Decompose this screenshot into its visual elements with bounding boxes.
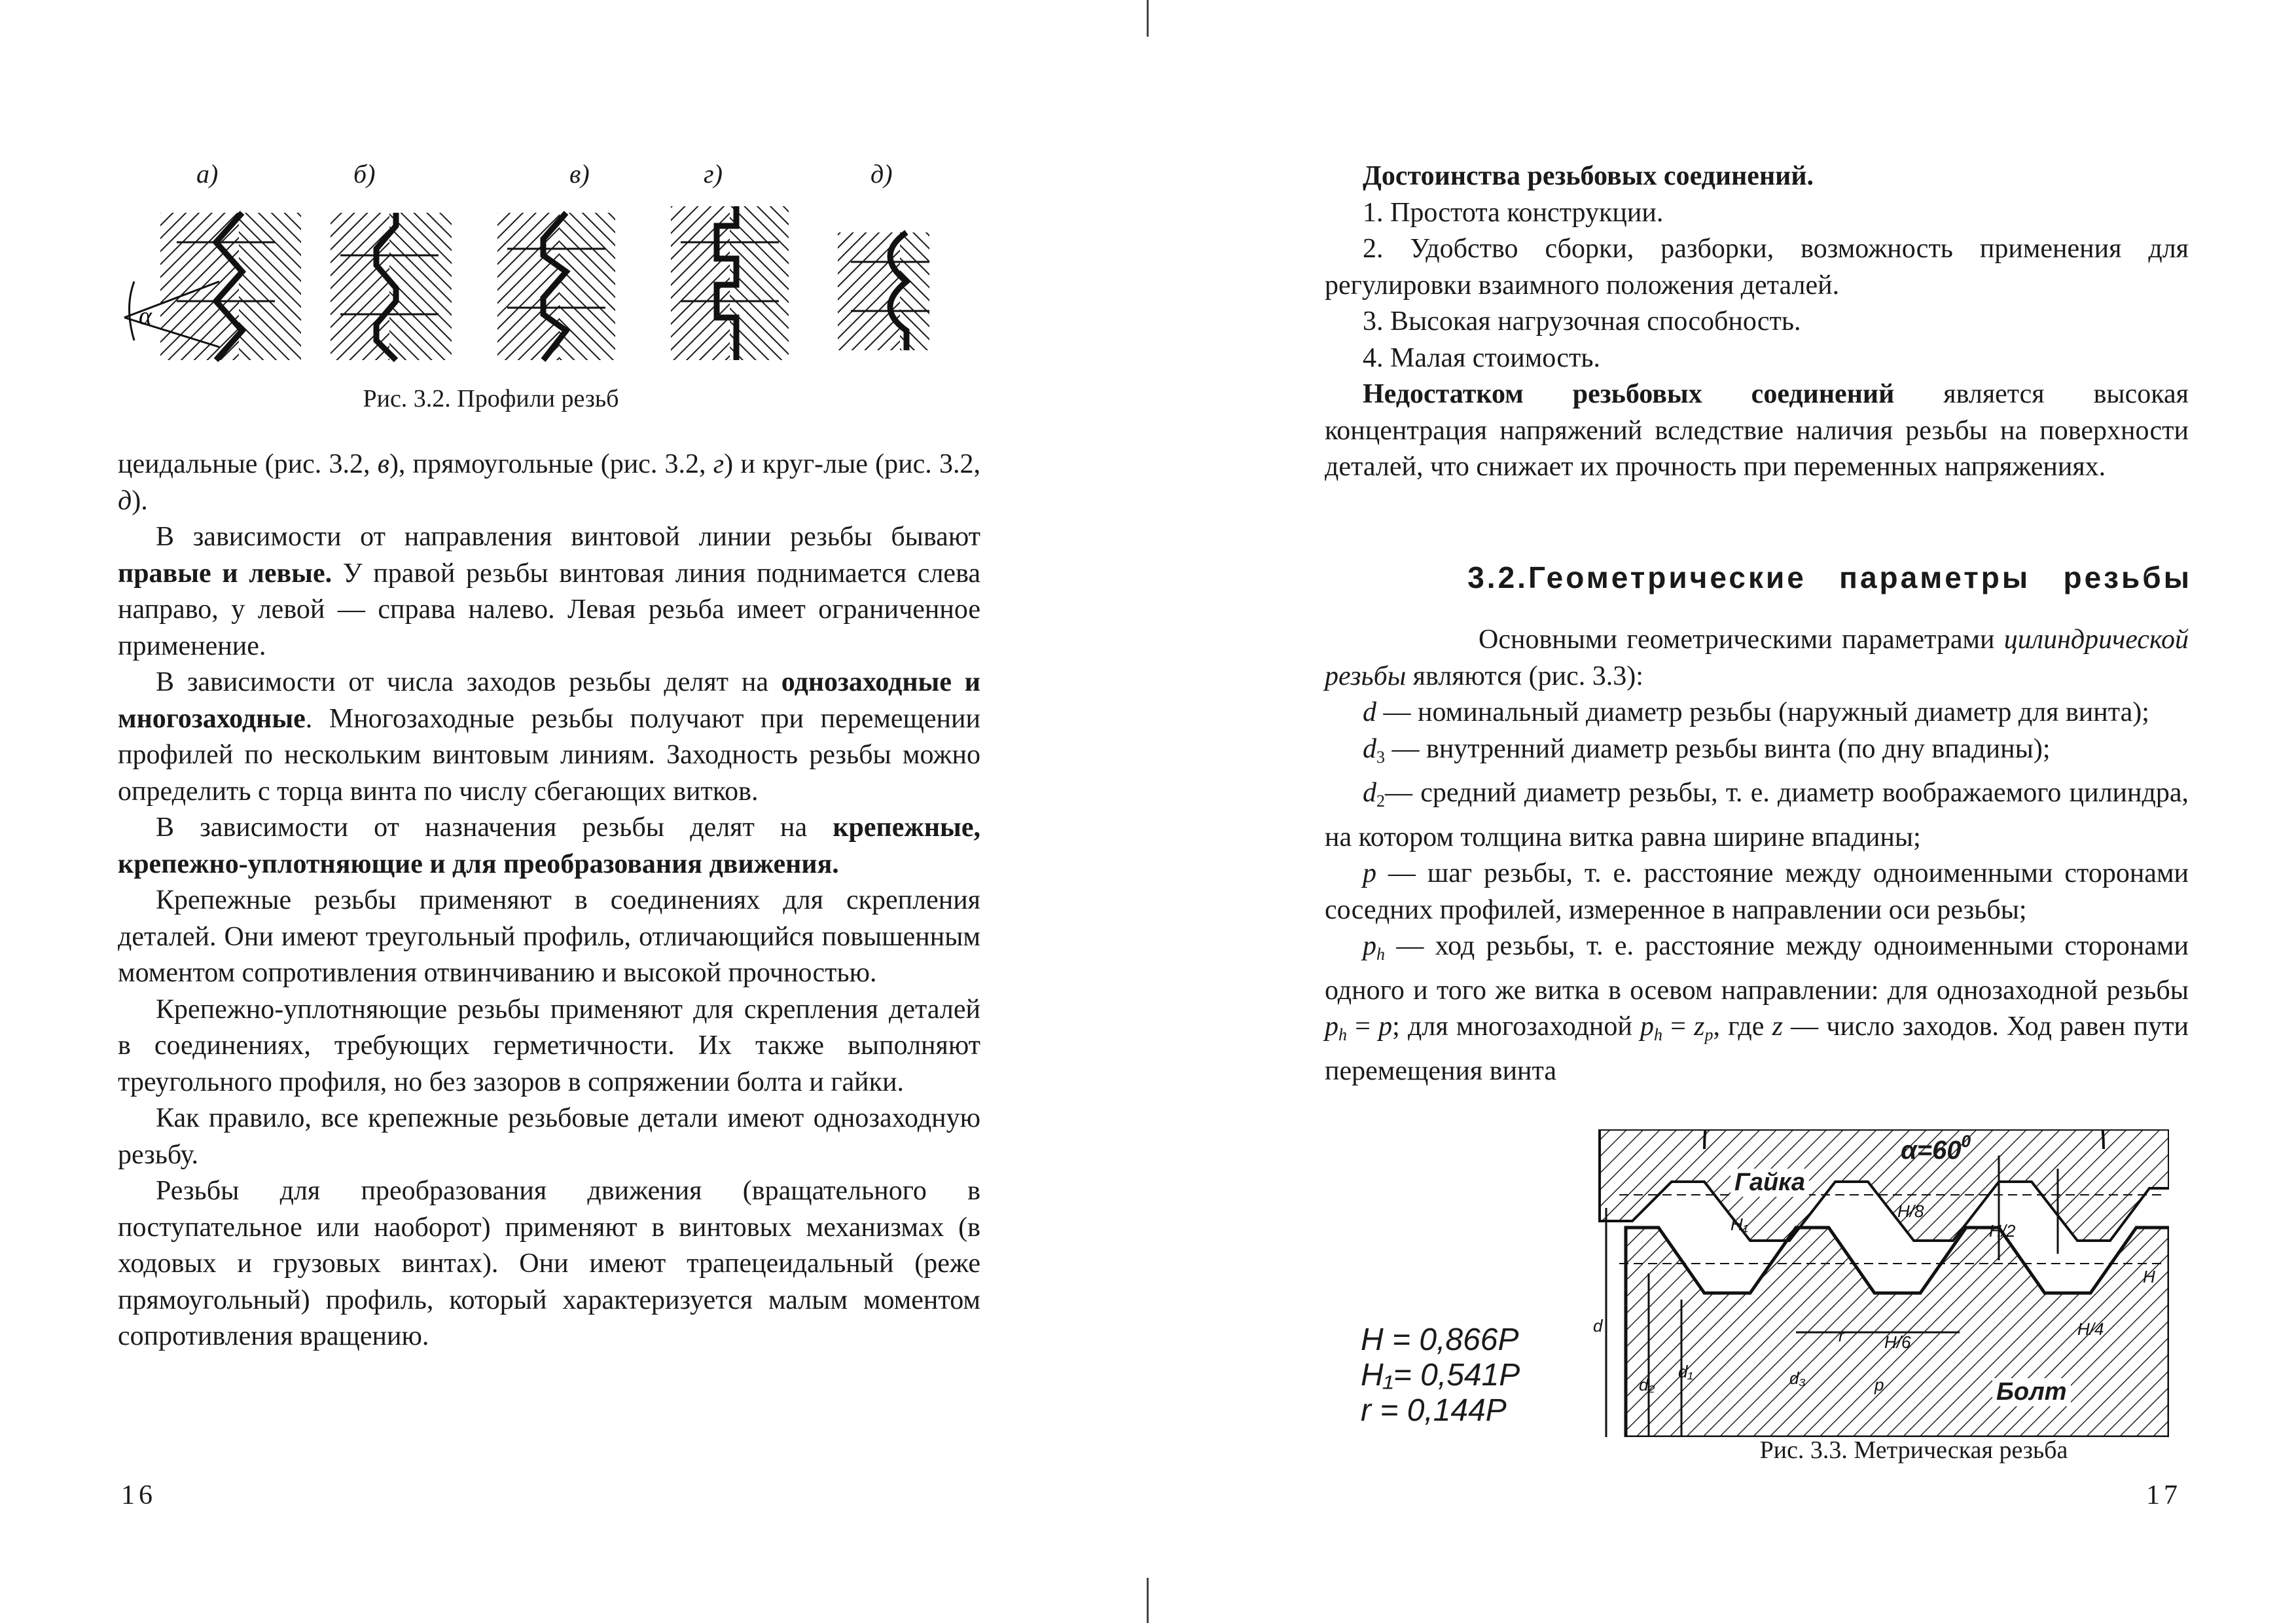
bold-run: однозаходные и многозаходные [118, 667, 980, 734]
italic-run: цилиндрической резьбы [1325, 625, 2189, 691]
section-title: 3.2.Геометрические параметры резьбы [1467, 560, 2192, 594]
profile-d-rectangular [671, 206, 789, 360]
italic-run: в [377, 449, 389, 479]
thread-profiles-figure [105, 151, 929, 373]
text-run: Крепежно-уплотняющие резьбы применяют для скрепления деталей в соединениях, требующих герметичности. Их также выполняют треугольного профиля, но без зазоров в сопряжении болта и гайки. [118, 994, 980, 1097]
paragraph [118, 665, 980, 810]
bold-run: правые и левые. [118, 558, 332, 589]
formulas-block [1361, 1322, 1520, 1429]
figure-caption: Рис. 3.3. Метрическая резьба [1759, 1436, 2068, 1464]
alpha-label: α [139, 302, 152, 330]
dim-d1: d₁ [1678, 1362, 1693, 1381]
symbol: d [1363, 697, 1376, 727]
dim-p: p [1874, 1375, 1884, 1395]
formula-r: r = 0,144P [1361, 1393, 1507, 1428]
param-ph [1325, 928, 2189, 1089]
dim-h8: H/8 [1897, 1201, 1924, 1221]
dim-h1: H₁ [1731, 1214, 1748, 1234]
paragraph [118, 519, 980, 665]
text-run: — число заходов. Ход равен пути перемещения винта [1325, 1012, 2189, 1086]
formula-h: H = 0,866P [1361, 1322, 1519, 1357]
text-run: ; [1392, 1012, 1408, 1042]
intro-paragraph [1325, 622, 2189, 695]
paragraph [118, 447, 980, 519]
paragraph [118, 810, 980, 883]
italic-run: г [713, 449, 725, 479]
right-body-text-top [1325, 158, 2189, 486]
figure-label-e: д) [870, 159, 893, 189]
paragraph [118, 1173, 980, 1355]
param-d [1325, 695, 2189, 731]
profile-b-trapezoid [331, 213, 452, 360]
advantage-item: 2. Удобство сборки, разборки, возможность применения для регулировки взаимного положения деталей. [1325, 234, 2189, 301]
param-d2 [1325, 775, 2189, 856]
symbol: p [1363, 858, 1376, 888]
bolt-label: Болт [1992, 1378, 2071, 1406]
drawback-paragraph [1325, 376, 2189, 486]
right-page [1148, 0, 2296, 1623]
advantages-title: Достоинства резьбовых соединений. [1363, 161, 1814, 191]
profile-a-triangular [124, 213, 301, 360]
text-run: Основными геометрическими параметрами [1479, 625, 2004, 655]
profile-c-trapezoidal [497, 213, 615, 360]
subscript: h [1376, 945, 1385, 964]
subscript: h [1338, 1025, 1347, 1044]
subscript: 3 [1376, 747, 1385, 767]
right-body-text-params [1325, 622, 2189, 1089]
text-run: У правой резьбы винтовая линия поднимается слева направо, у левой — справа налево. Левая резьба имеет ограниченное применение. [118, 558, 980, 661]
text-run: Крепежные резьбы применяют в соединениях для скрепления деталей. Они имеют треугольный профиль, отличающийся повышенным моментом сопротивления отвинчиванию и высокой прочностью. [118, 885, 980, 988]
text-run: , [1713, 1012, 1729, 1042]
dim-h2: H/2 [1989, 1221, 2016, 1241]
text-run: — шаг резьбы, т. е. расстояние между одноименными сторонами соседних профилей, измеренное в направлении оси резьбы; [1325, 858, 2189, 925]
param-d3 [1325, 731, 2189, 776]
symbol: p [1378, 1012, 1393, 1042]
text-run: Резьбы для преобразования движения (вращательного в поступательное или наоборот) применяют в винтовых механизмах (в ходовых и грузовых винтах). Они имеют трапецеидальный (реже прямоугольный) профиль, который характеризуется малым моментом сопротивления вращению. [118, 1176, 980, 1351]
symbol: z [1694, 1012, 1705, 1042]
figure-label-a: а) [196, 159, 219, 189]
text-run: — средний диаметр резьбы, т. е. диаметр воображаемого цилиндра, на котором толщина витка равна ширине впадины; [1325, 778, 2189, 852]
italic-run: д [118, 485, 132, 516]
formula-h1: H₁= 0,541P [1361, 1358, 1520, 1393]
left-body-text [118, 447, 980, 1355]
text-run: для многозаходной [1408, 1012, 1641, 1042]
figure-label-d: г) [704, 159, 723, 189]
page-number: 16 [121, 1480, 156, 1510]
text-run: цеидальные (рис. 3.2, [118, 449, 378, 479]
text-run: Как правило, все крепежные резьбовые детали имеют однозаходную резьбу. [118, 1103, 980, 1170]
dim-d3: d₃ [1789, 1368, 1806, 1388]
symbol: p [1363, 931, 1376, 961]
text-run: = [1347, 1012, 1379, 1042]
dim-d2: d₂ [1639, 1375, 1655, 1395]
figure-label-c: в) [569, 159, 590, 189]
paragraph [118, 1101, 980, 1173]
symbol: d [1363, 733, 1376, 764]
text-run: — номинальный диаметр резьбы (наружный диаметр для винта); [1376, 697, 2149, 727]
text-run: — внутренний диаметр резьбы винта (по дну впадины); [1385, 733, 2051, 764]
page-number: 17 [2146, 1480, 2181, 1510]
symbol: d [1363, 778, 1376, 808]
text-run: . Многозаходные резьбы получают при перемещении профилей по нескольким винтовым линиям. Заходность резьбы можно определить с торца винта по числу сбегающих витков. [118, 703, 980, 807]
nut-label: Гайка [1731, 1169, 1809, 1197]
text-run: является высокая концентрация напряжений вследствие наличия резьбы на поверхности деталей, что снижает их прочность при переменных напряжениях. [1325, 379, 2189, 482]
text-run: В зависимости от числа заходов резьбы делят на [156, 667, 781, 697]
param-p [1325, 856, 2189, 928]
figure-caption: Рис. 3.2. Профили резьб [363, 385, 619, 412]
dim-d: d [1593, 1316, 1603, 1336]
advantage-item: 3. Высокая нагрузочная способность. [1363, 306, 1801, 337]
text-run: являются (рис. 3.3): [1406, 661, 1643, 691]
text-run: В зависимости от направления винтовой линии резьбы бывают [156, 522, 980, 552]
angle-label: $\alpha=60^0$ [1901, 1131, 1971, 1165]
advantage-item: 1. Простота конструкции. [1363, 197, 1664, 228]
paragraph [118, 992, 980, 1101]
superscript: 0 [1961, 1131, 1971, 1151]
text-run: ) и круг-лые (рис. 3.2, [724, 449, 980, 479]
advantage-item: 4. Малая стоимость. [1363, 342, 1600, 373]
text-run: В зависимости от назначения резьбы делят на [156, 812, 833, 843]
subscript: 2 [1376, 792, 1385, 811]
paragraph [118, 883, 980, 992]
symbol: p [1325, 1012, 1338, 1042]
subscript: h [1654, 1025, 1663, 1044]
bold-run: Недостатком резьбовых соединений [1363, 379, 1895, 409]
dim-h6: H/6 [1884, 1332, 1911, 1352]
dim-h: H [2143, 1267, 2155, 1286]
symbol: z [1772, 1012, 1783, 1042]
text-run: — ход резьбы, т. е. расстояние между одноименными сторонами одного и того же витка в осевом направлении: для однозаходной резьбы [1325, 931, 2189, 1006]
profile-e-round [838, 232, 929, 350]
text-run: ). [132, 485, 148, 516]
text-run: ), прямоугольные (рис. 3.2, [389, 449, 713, 479]
text-run: = [1662, 1012, 1695, 1042]
dim-h4: H/4 [2077, 1319, 2104, 1339]
symbol: p [1640, 1012, 1655, 1042]
figure-label-b: б) [353, 159, 376, 189]
bold-run: крепежные, крепежно-уплотняющие и для преобразования движения. [118, 812, 980, 879]
text-run: где [1728, 1012, 1772, 1042]
subscript: p [1704, 1025, 1713, 1044]
thread-profiles-drawing [105, 151, 929, 373]
dim-r: r [1839, 1326, 1844, 1345]
